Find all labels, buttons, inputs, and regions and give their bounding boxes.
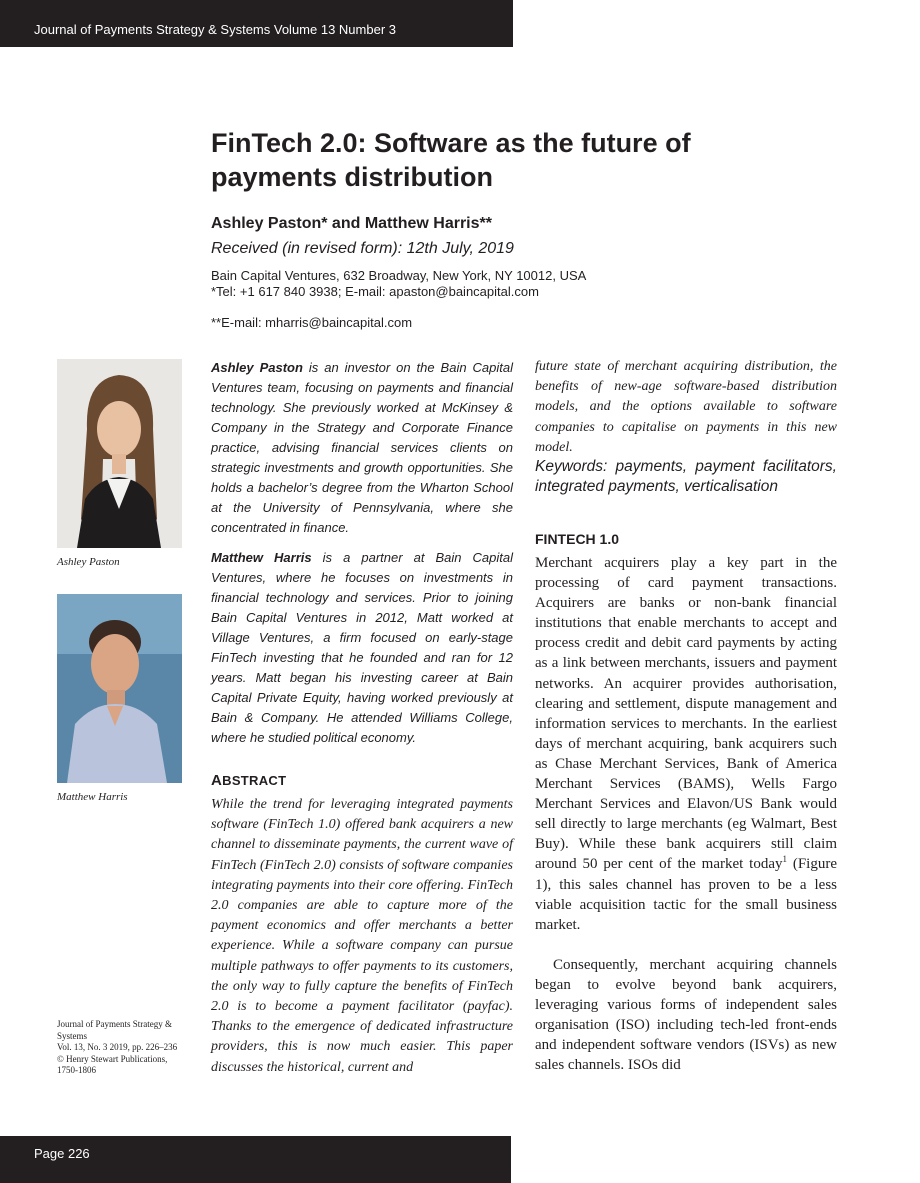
received-date: Received (in revised form): 12th July, 2019 [211, 240, 514, 257]
ashley-paston-bio [211, 358, 513, 538]
ashley-paston-photo [57, 359, 182, 548]
journal-info-line-3: Vol. 13, No. 3 2019, pp. 226–236 [57, 1042, 178, 1052]
body-paragraph-1-text-end: (Figure 1), this sales channel has proven to be a less viable acquisition tactic for the small business market. [535, 856, 837, 933]
affiliation [211, 268, 586, 300]
ashley-paston-bio-text: is an investor on the Bain Capital Ventures team, focusing on payments and financial technology. She previously worked at McKinsey & Company in the Strategy and Corporate Finance practice, advising financial services clients on strategic investments and growth opportunities. She holds a bachelor’s degree from the Wharton School at the University of Pennsylvania, where she concentrated in finance. [211, 360, 513, 535]
journal-info-line-1: Journal of Payments Strategy & [57, 1019, 172, 1029]
journal-header-text: Journal of Payments Strategy & Systems Volume 13 Number 3 [34, 22, 397, 37]
body-paragraph-2: Consequently, merchant acquiring channels began to evolve beyond bank acquirers, leveraging various forms of independent sales organisation (ISO) including tech-led front-ends and independent software vendors (ISVs) as new sales channels. ISOs did [535, 957, 837, 1074]
abstract-text: While the trend for leveraging integrated payments software (FinTech 1.0) offered bank acquirers a new channel to disseminate payments, the current wave of FinTech (FinTech 2.0) consists of software companies integrating payments into their core offering. FinTech 2.0 companies are able to capture more of the payment economics and offer merchants a better experience. While a software company can pursue multiple pathways to offer payments to its customers, the only way to fully capture the benefits of FinTech 2.0 is to become a payment facilitator (payfac). Thanks to the emergence of dedicated infrastructure providers, this is now much easier. This paper discusses the historical, current and [211, 797, 513, 1075]
keywords: Keywords: payments, payment facilitators, integrated payments, verticalisation [535, 458, 837, 495]
abstract-text-continued: future state of merchant acquiring distribution, the benefits of new-age software-based distribution models, and the options available to software companies to capitalise on payments in this new model. [535, 359, 837, 455]
body-paragraph-1-text: Merchant acquirers play a key part in the processing of card payment transactions. Acquirers are banks or non-bank financial institutions that enable merchants to accept and process credit and debit card payments by acting as a link between merchants, issuers and payment networks. An acquirer provides authorisation, clearing and settlement, dispute management and information services to merchants. In the earliest days of merchant acquiring, bank acquirers such as Chase Merchant Services, Bank of America Merchant Services (BAMS), Wells Fargo Merchant Services and Elavon/US Bank would sell directly to large merchants (eg Walmart, Best Buy). While these bank acquirers still claim around 50 per cent of the market today [535, 555, 837, 873]
matthew-harris-caption: Matthew Harris [57, 791, 128, 803]
section-heading: FINTECH 1.0 [535, 531, 620, 547]
journal-header-bar [0, 0, 513, 47]
affiliation-address: Bain Capital Ventures, 632 Broadway, New York, NY 10012, USA [211, 268, 587, 283]
footnote-ref-1: 1 [782, 854, 787, 865]
page-number: Page 226 [34, 1146, 90, 1161]
page-footer-bar [0, 1136, 511, 1183]
abstract-heading-rest: BSTRACT [222, 773, 287, 788]
journal-info-line-4: © Henry Stewart Publications, [57, 1053, 168, 1064]
article-title-line-1: FinTech 2.0: Software as the future of [211, 128, 691, 158]
article-title-line-2: payments distribution [211, 162, 494, 192]
body-paragraph-1 [535, 553, 837, 935]
ashley-paston-bio-name: Ashley Paston [211, 360, 303, 375]
matthew-harris-bio-text: is a partner at Bain Capital Ventures, where he focuses on investments in financial technology and services. Prior to joining Bain Capital Ventures in 2012, Matt worked at Village Ventures, a firm focused on early-stage FinTech investing that he founded and ran for 12 years. Matt began his investing career at Bain Capital Private Equity, having worked previously at Bain & Company. He attended Williams College, where he studied political economy. [211, 550, 513, 745]
second-author-email: **E-mail: mharris@baincapital.com [211, 315, 413, 330]
matthew-harris-bio [211, 548, 513, 748]
abstract-heading [211, 772, 286, 789]
journal-info-line-2: Systems [57, 1030, 88, 1041]
matthew-harris-photo [57, 594, 182, 783]
ashley-paston-caption: Ashley Paston [57, 556, 120, 568]
affiliation-contact: *Tel: +1 617 840 3938; E-mail: apaston@baincapital.com [211, 284, 539, 299]
authors: Ashley Paston* and Matthew Harris** [211, 215, 492, 232]
journal-info [57, 1019, 197, 1077]
article-title [211, 126, 831, 194]
journal-info-line-5: 1750-1806 [57, 1065, 96, 1075]
matthew-harris-bio-name: Matthew Harris [211, 550, 312, 565]
abstract-heading-cap: A [211, 772, 223, 789]
